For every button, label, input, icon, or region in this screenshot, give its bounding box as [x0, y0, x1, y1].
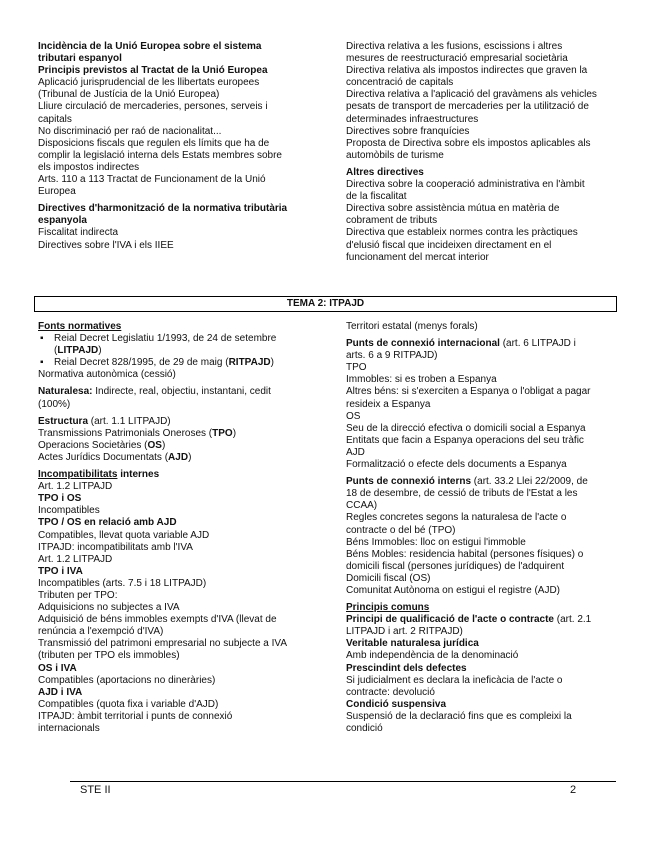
heading-directives-harmonitzacio: Directives d'harmonització de la normativa tributària	[38, 203, 288, 215]
subheading: OS i IVA	[38, 662, 77, 674]
text-line: d'elusió fiscal que incideixen directament en el	[346, 239, 552, 251]
naturalesa: Naturalesa: Indirecte, real, objectiu, instantani, cedit	[38, 386, 271, 398]
text-line: Incompatibles	[38, 505, 100, 517]
text-line: Aplicació jurisprudencial de les llibertats europees	[38, 77, 260, 89]
text-line: Arts. 110 a 113 Tractat de Funcionament de la Unió	[38, 174, 266, 186]
bottom-right-column	[346, 321, 618, 735]
text-line: OS	[346, 410, 361, 422]
text-line: Art. 1.2 LITPAJD	[38, 481, 113, 493]
text-line: Directiva sobre assistència mútua en matèria de	[346, 203, 560, 215]
text-line: arts. 6 a 9 RITPAJD)	[346, 350, 438, 362]
text-line: Transmissions Patrimonials Oneroses (TPO)	[38, 427, 237, 439]
text-line: Disposicions fiscals que regulen els límits que ha de	[38, 137, 270, 149]
subheading: Prescindint dels defectes	[346, 662, 467, 674]
footer-course: STE II	[80, 784, 111, 796]
text-line: determinades infraestructures	[346, 113, 479, 125]
text-line: els impostos indirectes	[38, 161, 140, 173]
heading-fonts-normatives: Fonts normatives	[38, 321, 122, 332]
text-line: resideix a Espanya	[346, 398, 431, 410]
text-line: Directiva relativa a l'aplicació del gravàmens als vehicles	[346, 89, 597, 101]
subheading: TPO / OS en relació amb AJD	[38, 517, 177, 529]
text-line: Immobles: si es troben a Espanya	[346, 374, 497, 386]
text-line: Proposta de Directiva sobre els impostos aplicables als	[346, 137, 591, 149]
text-line: Directives sobre l'IVA i els IIEE	[38, 239, 174, 251]
text-line: Domicili fiscal (OS)	[346, 572, 431, 584]
text-line: Incompatibles (arts. 7.5 i 18 LITPAJD)	[38, 577, 207, 589]
text-line: renúncia a l'exempció d'IVA)	[38, 626, 164, 638]
text-line: Adquisicions no subjectes a IVA	[38, 602, 180, 614]
text-line: Fiscalitat indirecta	[38, 227, 119, 239]
text-line: Amb independència de la denominació	[346, 650, 519, 662]
section-title: TEMA 2: ITPAJD	[286, 298, 365, 309]
text-line: Directiva relativa a les fusions, escissions i altres	[346, 41, 563, 52]
text-line: 18 de desembre, de cessió de tributs de l'Estat a les	[346, 488, 578, 500]
text-line: mesures de reestructuració empresarial societària	[346, 53, 568, 65]
text-line: (Tribunal de Justícia de la Unió Europea)	[38, 89, 220, 101]
text-line: Operacions Societàries (OS)	[38, 439, 166, 451]
text-line: de la fiscalitat	[346, 191, 407, 203]
text-line: Compatibles (aportacions no dineràries)	[38, 674, 216, 686]
text-line: domicili fiscal (persones jurídiques) de l'adquirent	[346, 560, 565, 572]
heading-altres-directives: Altres directives	[346, 166, 424, 178]
text-line: Béns Immobles: lloc on estigui l'immoble	[346, 536, 526, 548]
bullet-icon: ▪	[40, 357, 44, 369]
bullet-icon: ▪	[40, 333, 44, 345]
heading-incompatibilitats: Incompatibilitats internes	[38, 469, 160, 481]
text-line: Actes Jurídics Documentats (AJD)	[38, 451, 192, 463]
text-line: Lliure circulació de mercaderies, persones, serveis i	[38, 101, 268, 113]
text-line: Regles concretes segons la naturalesa de l'acte o	[346, 512, 567, 524]
bottom-left-column	[38, 321, 323, 735]
text-line: contracte: devolució	[346, 686, 435, 698]
text-line: Directiva sobre la cooperació administrativa en l'àmbit	[346, 179, 585, 191]
text-line: (tributen per TPO els immobles)	[38, 650, 180, 662]
text-line: Seu de la direcció efectiva o domicili social a Espanya	[346, 422, 586, 434]
subheading: TPO i IVA	[38, 565, 83, 577]
text-line: pesats de transport de mercaderies per la utilització de	[346, 101, 589, 113]
top-left-column	[38, 41, 318, 252]
text-line: Entitats que facin a Espanya operacions del seu tràfic	[346, 434, 584, 446]
text-line: concentració de capitals	[346, 77, 454, 89]
text-line: Art. 1.2 LITPAJD	[38, 553, 113, 565]
subheading: TPO i OS	[38, 493, 82, 505]
text-line: No discriminació per raó de nacionalitat...	[38, 125, 222, 137]
text-line: Altres béns: si s'exerciten a Espanya o l'obligat a pagar	[346, 386, 591, 398]
text-line: Si judicialment es declara la ineficàcia de l'acte o	[346, 674, 563, 686]
footer-divider	[70, 781, 616, 782]
text-line: Compatibles, llevat quota variable AJD	[38, 529, 210, 541]
heading-directives-harmonitzacio-cont: espanyola	[38, 215, 87, 227]
subheading: Condició suspensiva	[346, 698, 447, 710]
text-line: condició	[346, 723, 383, 734]
estructura: Estructura (art. 1.1 LITPAJD)	[38, 415, 171, 427]
text-line: CCAA)	[346, 500, 378, 512]
text-line: Suspensió de la declaració fins que es compleixi la	[346, 710, 572, 722]
subheading: Veritable naturalesa jurídica	[346, 638, 479, 650]
text-line: Comunitat Autònoma on estigui el registre (AJD)	[346, 584, 560, 596]
list-item: ▪ Reial Decret 828/1995, de 29 de maig (RITPAJD)	[40, 357, 274, 369]
text-line: Adquisició de béns immobles exempts d'IVA (llevat de	[38, 614, 277, 626]
text-line: funcionament del mercat interior	[346, 251, 489, 263]
text-line: ITPAJD: àmbit territorial i punts de connexió	[38, 710, 233, 722]
text-line: TPO	[346, 362, 367, 374]
section-title-box	[34, 296, 617, 312]
text-line: Tributen per TPO:	[38, 589, 118, 601]
principi-qualificacio: Principi de qualificació de l'acte o contracte (art. 2.1	[346, 614, 592, 626]
heading-incidencia-ue: Incidència de la Unió Europea sobre el sistema	[38, 41, 262, 52]
text-line: Directiva que estableix normes contra les pràctiques	[346, 227, 578, 239]
text-line: complir la legislació interna dels Estats membres sobre	[38, 149, 282, 161]
text-line: contracte o del bé (TPO)	[346, 524, 456, 536]
text-line: Béns Mobles: residencia habital (persones físiques) o	[346, 548, 584, 560]
text-line: capitals	[38, 113, 72, 125]
text-line: Territori estatal (menys forals)	[346, 321, 478, 332]
punts-connexio-interns: Punts de connexió interns (art. 33.2 Llei 22/2009, de	[346, 476, 588, 488]
punts-connexio-internacional: Punts de connexió internacional (art. 6 LITPAJD i	[346, 338, 576, 350]
text-line: AJD	[346, 446, 365, 458]
heading-principis: Principis previstos al Tractat de la Unió Europea	[38, 65, 268, 77]
text-line: Compatibles (quota fixa i variable d'AJD)	[38, 698, 219, 710]
list-item: ▪ Reial Decret Legislatiu 1/1993, de 24 de setembre	[40, 333, 277, 345]
text-line: automòbils de turisme	[346, 149, 444, 161]
text-line: Formalització o efecte dels documents a Espanya	[346, 459, 567, 471]
text-line: Transmissió del patrimoni empresarial no subjecte a IVA	[38, 638, 287, 650]
top-right-column	[346, 41, 616, 264]
text-line: ITPAJD: incompatibilitats amb l'IVA	[38, 541, 193, 553]
heading-incidencia-ue-cont: tributari espanyol	[38, 53, 122, 65]
page-number: 2	[570, 784, 577, 796]
list-item-cont: (LITPAJD)	[54, 345, 102, 357]
text-line: Directiva relativa als impostos indirectes que graven la	[346, 65, 588, 77]
text-line: Directives sobre franquícies	[346, 125, 470, 137]
text-line: Normativa autonòmica (cessió)	[38, 369, 176, 381]
heading-principis-comuns: Principis comuns	[346, 602, 430, 614]
text-line: (100%)	[38, 398, 71, 410]
text-line: internacionals	[38, 723, 100, 734]
text-line: cobrament de tributs	[346, 215, 438, 227]
subheading: AJD i IVA	[38, 686, 83, 698]
text-line: LITPAJD i art. 2 RITPAJD)	[346, 626, 463, 638]
text-line: Europea	[38, 186, 76, 198]
